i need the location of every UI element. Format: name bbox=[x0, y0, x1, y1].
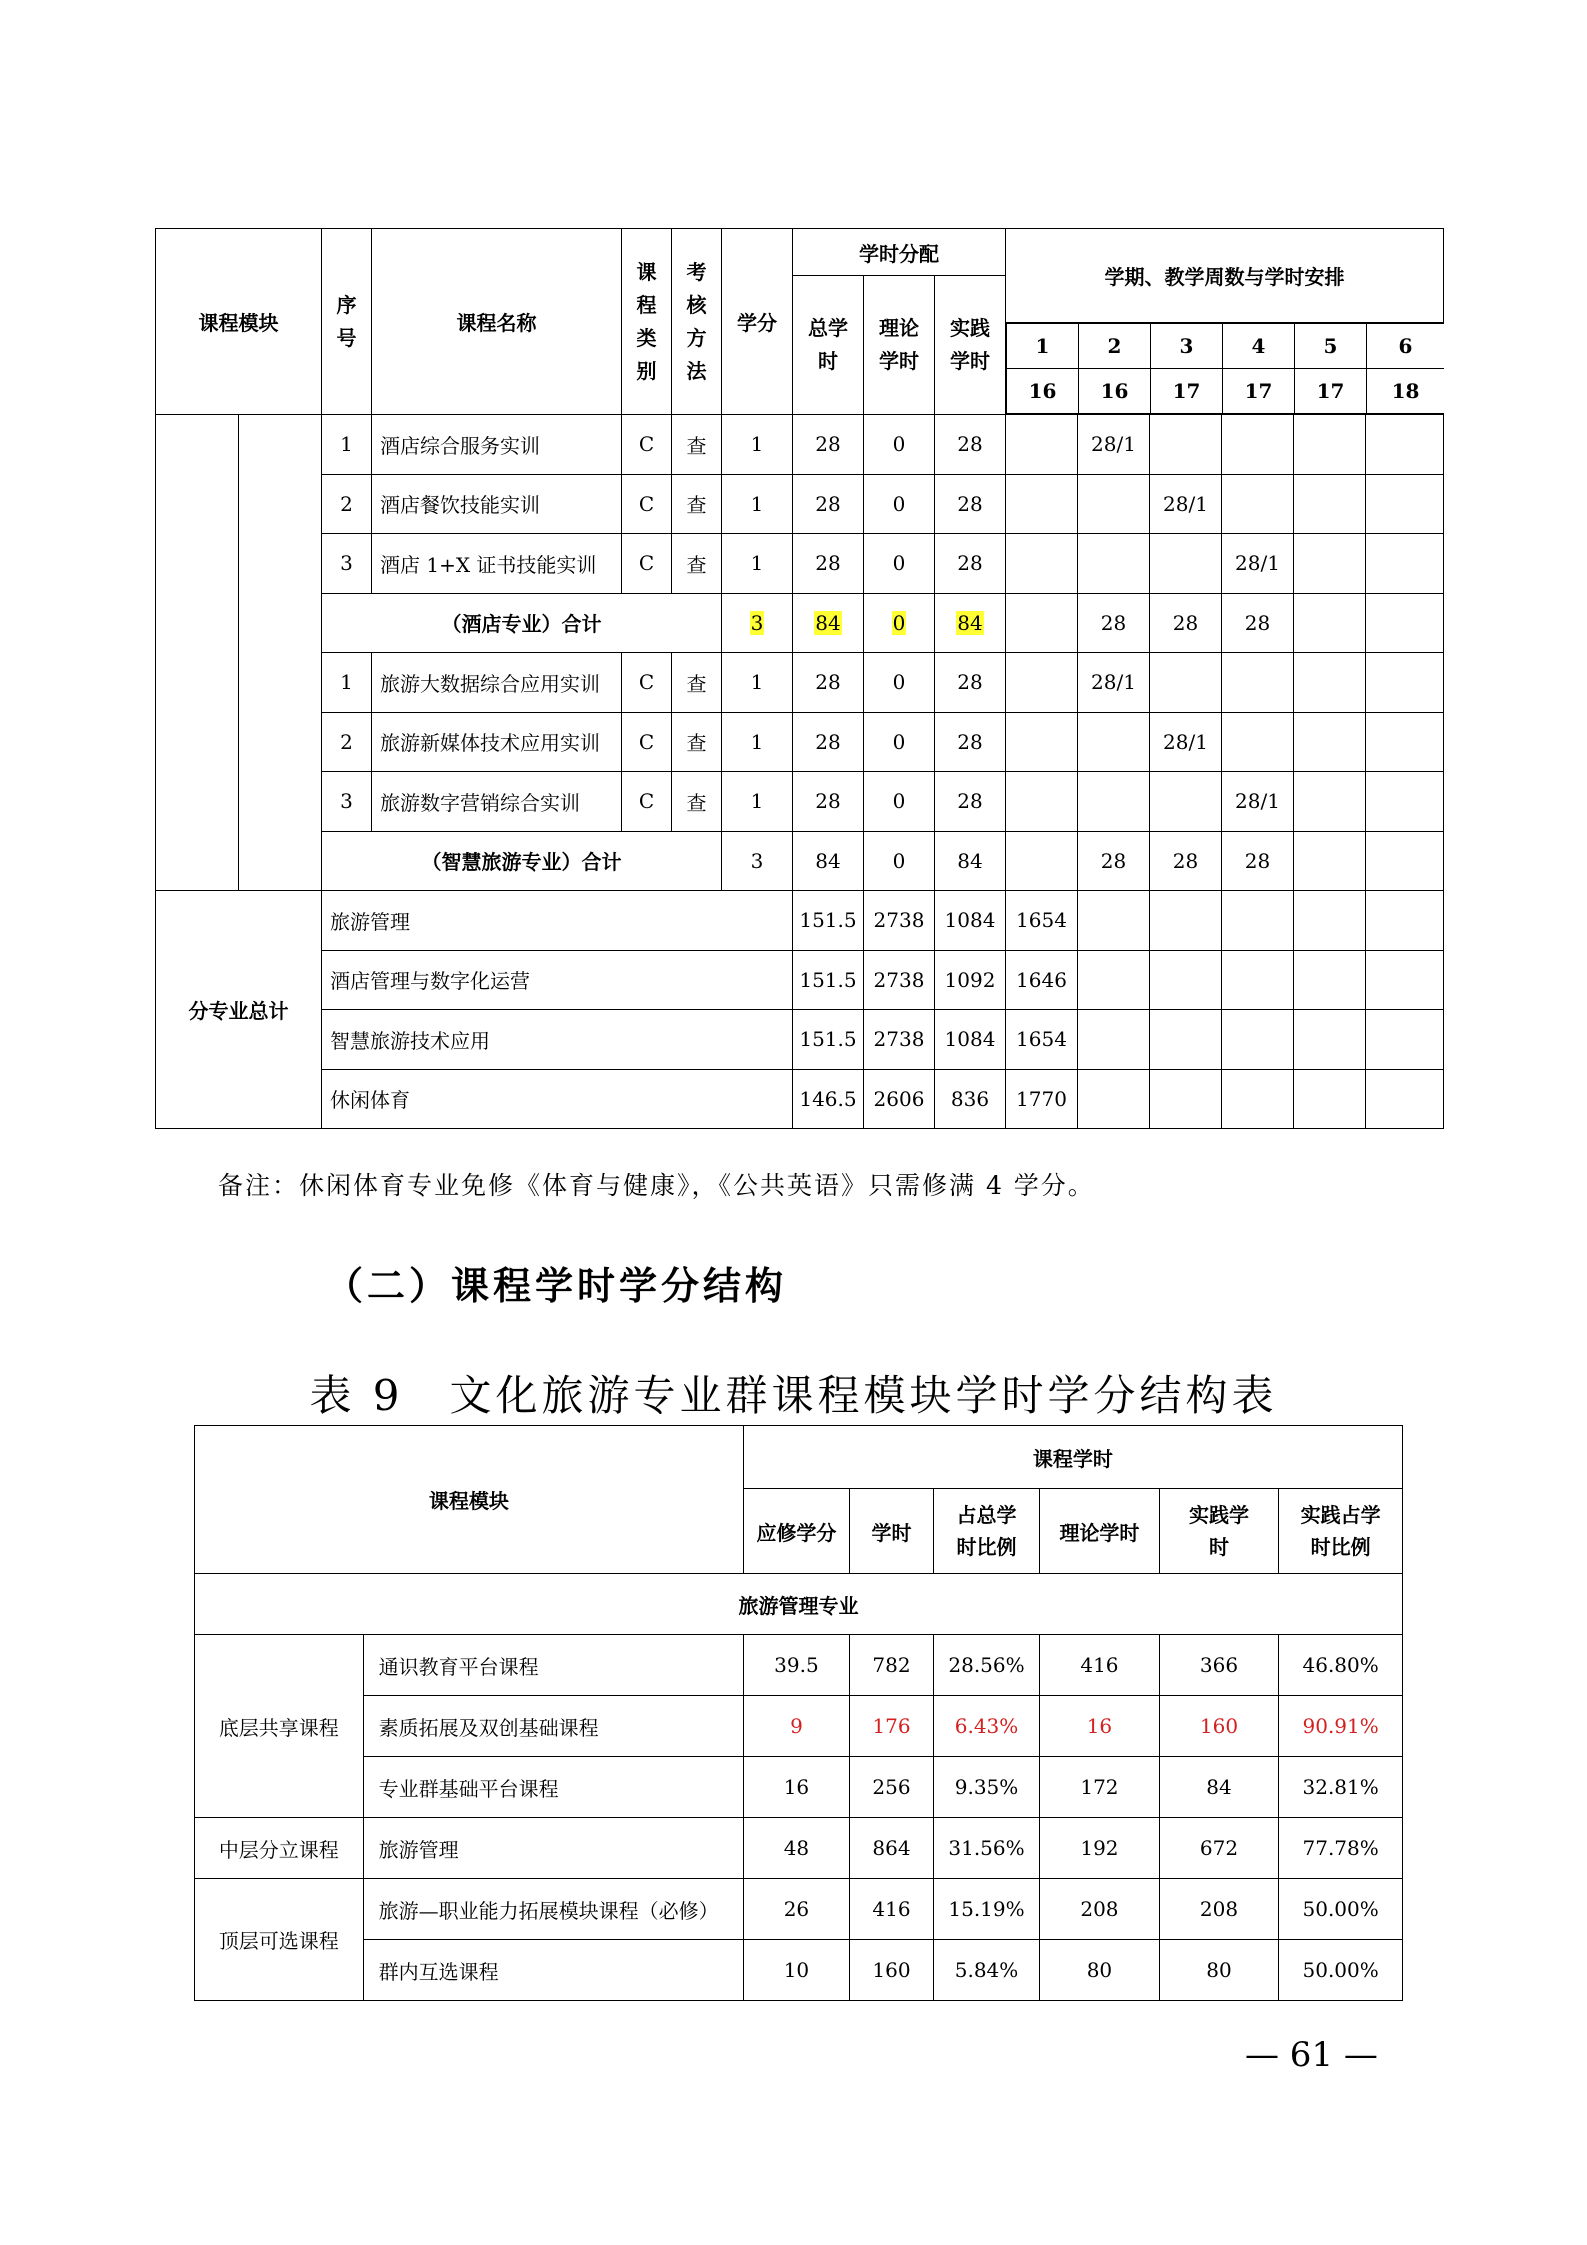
semester-cell bbox=[1222, 474, 1294, 534]
value-cell: 50.00% bbox=[1279, 1940, 1403, 2001]
semester-cell bbox=[1294, 474, 1366, 534]
semester-cell bbox=[1366, 831, 1444, 891]
theory-hours-cell: 836 bbox=[935, 1069, 1006, 1129]
semester-cell bbox=[1366, 1069, 1444, 1129]
category-cell: C bbox=[622, 653, 672, 713]
credit-cell: 151.5 bbox=[793, 1010, 864, 1070]
value-cell: 9.35% bbox=[933, 1757, 1039, 1818]
semester-cell bbox=[1294, 1069, 1366, 1129]
value-cell: 50.00% bbox=[1279, 1879, 1403, 1940]
practice-hours-cell: 1646 bbox=[1006, 950, 1078, 1010]
table-note: 备注：休闲体育专业免修《体育与健康》，《公共英语》只需修满 4 学分。 bbox=[218, 1171, 1095, 1200]
course-name-cell: 酒店 1+X 证书技能实训 bbox=[372, 534, 622, 594]
semester-cell bbox=[1222, 950, 1294, 1010]
module-cell-blank bbox=[156, 415, 239, 891]
summary-row bbox=[156, 1069, 1444, 1129]
seq-cell: 3 bbox=[322, 534, 372, 594]
total-hours-cell: 28 bbox=[793, 415, 864, 475]
semester-cell: 28 bbox=[1222, 831, 1294, 891]
category-cell: C bbox=[622, 534, 672, 594]
semester-cell bbox=[1006, 653, 1078, 713]
header-required-credit: 应修学分 bbox=[743, 1489, 849, 1574]
credit-cell: 1 bbox=[722, 415, 793, 475]
semester-cell bbox=[1366, 772, 1444, 832]
course-name-cell: 酒店综合服务实训 bbox=[372, 415, 622, 475]
subtotal-label: （智慧旅游专业）合计 bbox=[322, 831, 722, 891]
header-credit: 学分 bbox=[722, 229, 793, 415]
semester-cell bbox=[1294, 891, 1366, 951]
seq-cell: 1 bbox=[322, 653, 372, 713]
practice-hours-cell: 28 bbox=[935, 653, 1006, 713]
table-row bbox=[195, 1757, 1403, 1818]
value-cell: 16 bbox=[1040, 1696, 1160, 1757]
total-hours-cell: 28 bbox=[793, 772, 864, 832]
group-label: 中层分立课程 bbox=[195, 1818, 364, 1879]
header-hours-group: 课程学时 bbox=[743, 1426, 1402, 1489]
semester-cell bbox=[1294, 950, 1366, 1010]
semester-cell bbox=[1222, 891, 1294, 951]
semester-cell bbox=[1006, 593, 1078, 653]
semester-cell: 28/1 bbox=[1150, 474, 1222, 534]
semester-cell bbox=[1150, 772, 1222, 832]
header-hours: 学时 bbox=[850, 1489, 934, 1574]
semester-weeks: 17 bbox=[1223, 369, 1295, 414]
course-name-cell: 酒店餐饮技能实训 bbox=[372, 474, 622, 534]
semester-cell bbox=[1150, 653, 1222, 713]
semester-cell bbox=[1006, 415, 1078, 475]
subtotal-total-cell bbox=[793, 593, 864, 653]
exam-cell: 查 bbox=[672, 653, 722, 713]
semester-cell bbox=[1366, 415, 1444, 475]
course-name-cell: 旅游新媒体技术应用实训 bbox=[372, 712, 622, 772]
practice-hours-cell: 28 bbox=[935, 415, 1006, 475]
summary-row bbox=[156, 891, 1444, 951]
semester-cell bbox=[1006, 831, 1078, 891]
header-category: 课程类别 bbox=[622, 229, 672, 415]
semester-cell: 28 bbox=[1222, 593, 1294, 653]
group-label: 底层共享课程 bbox=[195, 1635, 364, 1818]
semester-cell bbox=[1294, 712, 1366, 772]
highlighted-value: 0 bbox=[892, 610, 906, 635]
semester-cell bbox=[1150, 1069, 1222, 1129]
credit-cell: 146.5 bbox=[793, 1069, 864, 1129]
semester-cell bbox=[1006, 474, 1078, 534]
course-name-cell: 通识教育平台课程 bbox=[363, 1635, 743, 1696]
course-schedule-table bbox=[155, 228, 1444, 1129]
value-cell: 46.80% bbox=[1279, 1635, 1403, 1696]
value-cell: 5.84% bbox=[933, 1940, 1039, 2001]
semester-cell bbox=[1222, 653, 1294, 713]
category-cell: C bbox=[622, 772, 672, 832]
table-row bbox=[156, 534, 1444, 594]
semester-cell: 28/1 bbox=[1222, 534, 1294, 594]
exam-cell: 查 bbox=[672, 474, 722, 534]
theory-hours-cell: 0 bbox=[864, 415, 935, 475]
value-cell: 176 bbox=[850, 1696, 934, 1757]
semester-cell: 28/1 bbox=[1150, 712, 1222, 772]
semester-cell bbox=[1078, 1010, 1150, 1070]
highlighted-value: 3 bbox=[750, 610, 764, 635]
summary-label: 分专业总计 bbox=[156, 891, 322, 1129]
value-cell: 77.78% bbox=[1279, 1818, 1403, 1879]
semester-cell: 28 bbox=[1078, 831, 1150, 891]
header-semester-group: 学期、教学周数与学时安排 bbox=[1006, 229, 1444, 323]
semester-cell bbox=[1150, 1010, 1222, 1070]
semester-cell: 28 bbox=[1150, 831, 1222, 891]
semester-cell bbox=[1006, 772, 1078, 832]
subtotal-theory-cell bbox=[864, 593, 935, 653]
value-cell: 15.19% bbox=[933, 1879, 1039, 1940]
semester-header-cell bbox=[1006, 323, 1444, 415]
semester-cell bbox=[1150, 534, 1222, 594]
semester-cell: 28 bbox=[1150, 593, 1222, 653]
semester-num: 5 bbox=[1295, 324, 1367, 369]
semester-cell bbox=[1366, 1010, 1444, 1070]
practice-hours-cell: 28 bbox=[935, 712, 1006, 772]
course-name-cell: 旅游数字营销综合实训 bbox=[372, 772, 622, 832]
credit-cell: 151.5 bbox=[793, 950, 864, 1010]
category-cell: C bbox=[622, 712, 672, 772]
summary-row bbox=[156, 950, 1444, 1010]
value-cell: 864 bbox=[850, 1818, 934, 1879]
semester-header-grid bbox=[1006, 323, 1444, 414]
total-hours-cell: 2738 bbox=[864, 950, 935, 1010]
value-cell: 26 bbox=[743, 1879, 849, 1940]
total-hours-cell: 28 bbox=[793, 534, 864, 594]
table-row bbox=[156, 712, 1444, 772]
subtotal-practice-cell: 84 bbox=[935, 831, 1006, 891]
semester-num: 2 bbox=[1079, 324, 1151, 369]
table-row bbox=[156, 415, 1444, 475]
semester-cell bbox=[1366, 593, 1444, 653]
semester-cell: 28/1 bbox=[1222, 772, 1294, 832]
credit-cell: 1 bbox=[722, 653, 793, 713]
header-seq: 序号 bbox=[322, 229, 372, 415]
practice-hours-cell: 28 bbox=[935, 772, 1006, 832]
value-cell: 16 bbox=[743, 1757, 849, 1818]
value-cell: 160 bbox=[850, 1940, 934, 2001]
course-name-cell: 专业群基础平台课程 bbox=[363, 1757, 743, 1818]
semester-num: 6 bbox=[1367, 324, 1444, 369]
semester-cell bbox=[1150, 891, 1222, 951]
value-cell: 160 bbox=[1159, 1696, 1279, 1757]
value-cell: 782 bbox=[850, 1635, 934, 1696]
theory-hours-cell: 0 bbox=[864, 653, 935, 713]
seq-cell: 1 bbox=[322, 415, 372, 475]
semester-cell bbox=[1078, 772, 1150, 832]
header-practice-ratio: 实践占学时比例 bbox=[1279, 1489, 1403, 1574]
value-cell: 84 bbox=[1159, 1757, 1279, 1818]
program-name-cell: 酒店管理与数字化运营 bbox=[322, 950, 793, 1010]
section-heading: （二）课程学时学分结构 bbox=[325, 1263, 788, 1308]
value-cell: 10 bbox=[743, 1940, 849, 2001]
summary-row bbox=[156, 1010, 1444, 1070]
header-theory: 理论学时 bbox=[864, 276, 935, 415]
semester-cell bbox=[1366, 474, 1444, 534]
value-cell: 48 bbox=[743, 1818, 849, 1879]
practice-hours-cell: 1654 bbox=[1006, 1010, 1078, 1070]
total-hours-cell: 2606 bbox=[864, 1069, 935, 1129]
practice-hours-cell: 1654 bbox=[1006, 891, 1078, 951]
subtotal-credit-cell bbox=[722, 593, 793, 653]
credit-cell: 1 bbox=[722, 534, 793, 594]
seq-cell: 3 bbox=[322, 772, 372, 832]
total-hours-cell: 28 bbox=[793, 712, 864, 772]
theory-hours-cell: 1092 bbox=[935, 950, 1006, 1010]
value-cell: 208 bbox=[1040, 1879, 1160, 1940]
total-hours-cell: 2738 bbox=[864, 891, 935, 951]
table-row bbox=[156, 653, 1444, 713]
semester-cell: 28/1 bbox=[1078, 653, 1150, 713]
practice-hours-cell: 28 bbox=[935, 474, 1006, 534]
semester-cell bbox=[1366, 653, 1444, 713]
value-cell: 31.56% bbox=[933, 1818, 1039, 1879]
header-module: 课程模块 bbox=[195, 1426, 744, 1574]
value-cell: 80 bbox=[1040, 1940, 1160, 2001]
value-cell: 208 bbox=[1159, 1879, 1279, 1940]
seq-cell: 2 bbox=[322, 712, 372, 772]
theory-hours-cell: 0 bbox=[864, 772, 935, 832]
semester-cell bbox=[1366, 712, 1444, 772]
semester-cell bbox=[1366, 950, 1444, 1010]
semester-cell bbox=[1294, 772, 1366, 832]
seq-cell: 2 bbox=[322, 474, 372, 534]
exam-cell: 查 bbox=[672, 415, 722, 475]
total-hours-cell: 28 bbox=[793, 653, 864, 713]
semester-cell bbox=[1078, 891, 1150, 951]
semester-cell bbox=[1078, 950, 1150, 1010]
header-hours-ratio: 占总学时比例 bbox=[933, 1489, 1039, 1574]
subtotal-total-cell: 84 bbox=[793, 831, 864, 891]
credit-cell: 1 bbox=[722, 712, 793, 772]
value-cell: 80 bbox=[1159, 1940, 1279, 2001]
semester-cell: 28 bbox=[1078, 593, 1150, 653]
semester-cell bbox=[1294, 593, 1366, 653]
practice-hours-cell: 1770 bbox=[1006, 1069, 1078, 1129]
header-hours-group: 学时分配 bbox=[793, 229, 1006, 276]
course-name-cell: 旅游大数据综合应用实训 bbox=[372, 653, 622, 713]
value-cell: 90.91% bbox=[1279, 1696, 1403, 1757]
theory-hours-cell: 0 bbox=[864, 534, 935, 594]
course-name-cell: 旅游—职业能力拓展模块课程（必修） bbox=[363, 1879, 743, 1940]
semester-cell bbox=[1006, 534, 1078, 594]
value-cell: 172 bbox=[1040, 1757, 1160, 1818]
semester-cell: 28/1 bbox=[1078, 415, 1150, 475]
value-cell: 416 bbox=[850, 1879, 934, 1940]
category-cell: C bbox=[622, 415, 672, 475]
table-caption: 表 9 文化旅游专业群课程模块学时学分结构表 bbox=[309, 1371, 1278, 1420]
table-row bbox=[195, 1818, 1403, 1879]
credit-cell: 151.5 bbox=[793, 891, 864, 951]
header-practice: 实践学时 bbox=[935, 276, 1006, 415]
value-cell: 672 bbox=[1159, 1818, 1279, 1879]
semester-cell bbox=[1294, 653, 1366, 713]
theory-hours-cell: 0 bbox=[864, 712, 935, 772]
semester-cell bbox=[1150, 415, 1222, 475]
header-total: 总学时 bbox=[793, 276, 864, 415]
credit-cell: 1 bbox=[722, 772, 793, 832]
subtotal-row bbox=[156, 831, 1444, 891]
semester-weeks: 16 bbox=[1079, 369, 1151, 414]
exam-cell: 查 bbox=[672, 534, 722, 594]
value-cell: 416 bbox=[1040, 1635, 1160, 1696]
value-cell: 256 bbox=[850, 1757, 934, 1818]
subtotal-theory-cell: 0 bbox=[864, 831, 935, 891]
program-name-cell: 旅游管理 bbox=[322, 891, 793, 951]
semester-cell bbox=[1078, 712, 1150, 772]
exam-cell: 查 bbox=[672, 772, 722, 832]
semester-cell bbox=[1006, 712, 1078, 772]
semester-num: 1 bbox=[1007, 324, 1079, 369]
value-cell: 39.5 bbox=[743, 1635, 849, 1696]
value-cell: 28.56% bbox=[933, 1635, 1039, 1696]
semester-cell bbox=[1222, 712, 1294, 772]
credit-structure-table bbox=[194, 1425, 1403, 2001]
value-cell: 366 bbox=[1159, 1635, 1279, 1696]
semester-num: 3 bbox=[1151, 324, 1223, 369]
practice-hours-cell: 28 bbox=[935, 534, 1006, 594]
header-theory-hours: 理论学时 bbox=[1040, 1489, 1160, 1574]
total-hours-cell: 28 bbox=[793, 474, 864, 534]
header-exam: 考核方法 bbox=[672, 229, 722, 415]
semester-weeks: 16 bbox=[1007, 369, 1079, 414]
value-cell: 6.43% bbox=[933, 1696, 1039, 1757]
semester-cell bbox=[1294, 534, 1366, 594]
exam-cell: 查 bbox=[672, 712, 722, 772]
subtotal-credit-cell: 3 bbox=[722, 831, 793, 891]
credit-cell: 1 bbox=[722, 474, 793, 534]
course-name-cell: 群内互选课程 bbox=[363, 1940, 743, 2001]
semester-weeks: 17 bbox=[1151, 369, 1223, 414]
category-cell: C bbox=[622, 474, 672, 534]
semester-weeks: 18 bbox=[1367, 369, 1444, 414]
table-row bbox=[195, 1696, 1403, 1757]
program-name-cell: 智慧旅游技术应用 bbox=[322, 1010, 793, 1070]
semester-cell bbox=[1222, 1069, 1294, 1129]
program-name-cell: 休闲体育 bbox=[322, 1069, 793, 1129]
subtotal-row bbox=[156, 593, 1444, 653]
semester-cell bbox=[1078, 534, 1150, 594]
header-module: 课程模块 bbox=[156, 229, 322, 415]
semester-cell bbox=[1294, 415, 1366, 475]
semester-cell bbox=[1150, 950, 1222, 1010]
semester-cell bbox=[1294, 831, 1366, 891]
table-row bbox=[195, 1635, 1403, 1696]
header-name: 课程名称 bbox=[372, 229, 622, 415]
semester-cell bbox=[1222, 1010, 1294, 1070]
semester-cell bbox=[1366, 891, 1444, 951]
semester-cell bbox=[1078, 1069, 1150, 1129]
theory-hours-cell: 0 bbox=[864, 474, 935, 534]
theory-hours-cell: 1084 bbox=[935, 1010, 1006, 1070]
course-name-cell: 旅游管理 bbox=[363, 1818, 743, 1879]
program-section-label: 旅游管理专业 bbox=[195, 1574, 1403, 1635]
subtotal-label: （酒店专业）合计 bbox=[322, 593, 722, 653]
semester-cell bbox=[1222, 415, 1294, 475]
table-row bbox=[195, 1940, 1403, 2001]
total-hours-cell: 2738 bbox=[864, 1010, 935, 1070]
page-number: — 61 — bbox=[1245, 2035, 1378, 2075]
submodule-cell-blank bbox=[239, 415, 322, 891]
semester-cell bbox=[1078, 474, 1150, 534]
semester-num: 4 bbox=[1223, 324, 1295, 369]
highlighted-value: 84 bbox=[815, 610, 841, 635]
highlighted-value: 84 bbox=[957, 610, 983, 635]
table-row bbox=[156, 474, 1444, 534]
semester-weeks: 17 bbox=[1295, 369, 1367, 414]
value-cell: 9 bbox=[743, 1696, 849, 1757]
group-label: 顶层可选课程 bbox=[195, 1879, 364, 2001]
header-practice-hours: 实践学时 bbox=[1159, 1489, 1279, 1574]
value-cell: 192 bbox=[1040, 1818, 1160, 1879]
semester-cell bbox=[1366, 534, 1444, 594]
subtotal-practice-cell bbox=[935, 593, 1006, 653]
course-name-cell: 素质拓展及双创基础课程 bbox=[363, 1696, 743, 1757]
value-cell: 32.81% bbox=[1279, 1757, 1403, 1818]
semester-cell bbox=[1294, 1010, 1366, 1070]
table-row bbox=[195, 1879, 1403, 1940]
theory-hours-cell: 1084 bbox=[935, 891, 1006, 951]
table-row bbox=[156, 772, 1444, 832]
